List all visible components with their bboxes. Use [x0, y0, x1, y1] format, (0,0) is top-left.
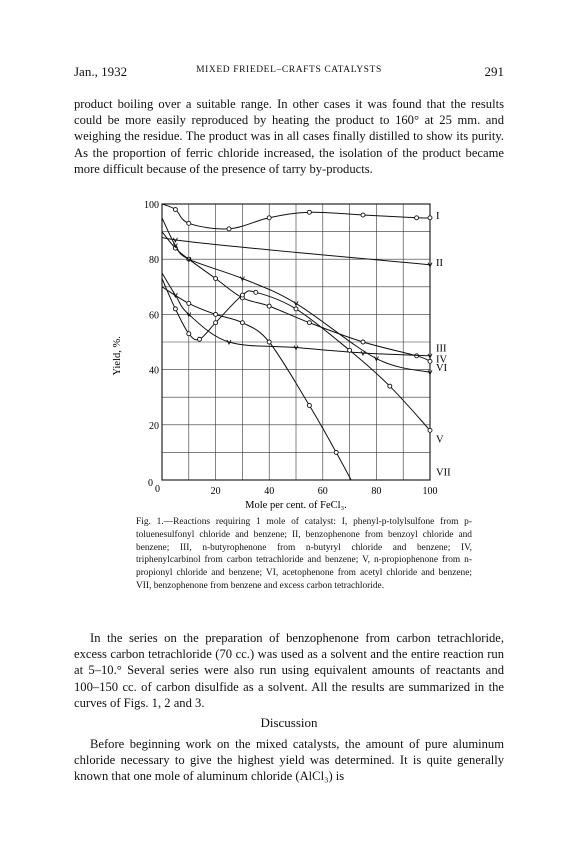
- y-tick-label: 100: [144, 200, 159, 211]
- curve-label: III: [436, 343, 447, 355]
- data-point: [267, 340, 271, 344]
- data-point: [415, 216, 419, 220]
- data-point: [267, 304, 271, 308]
- curve-label: I: [436, 211, 440, 223]
- curve-label: IV: [436, 354, 448, 366]
- data-point: [361, 340, 365, 344]
- figure-1-chart: [100, 194, 500, 512]
- data-point: [348, 348, 352, 352]
- y-axis-label: Yield, %.: [112, 336, 123, 376]
- chart-svg: [100, 194, 500, 512]
- running-header: [74, 64, 504, 82]
- data-point: [361, 213, 365, 217]
- data-point: [428, 428, 432, 432]
- data-point: [187, 332, 191, 336]
- data-point: [227, 227, 231, 231]
- x-axis-label: Mole per cent. of FeCl₃.: [245, 500, 347, 511]
- data-point: [334, 450, 338, 454]
- data-point: [173, 307, 177, 311]
- series-line: [162, 287, 363, 502]
- origin-y-label: 0: [148, 478, 153, 489]
- header-title: MIXED FRIEDEL–CRAFTS CATALYSTS: [196, 65, 382, 75]
- data-point: [428, 216, 432, 220]
- section-heading: Discussion: [260, 715, 318, 730]
- y-tick-label: 60: [149, 310, 159, 322]
- x-tick-label: 80: [371, 486, 382, 497]
- data-point: [294, 307, 298, 311]
- figure-caption: [136, 516, 472, 593]
- data-point: [187, 221, 191, 225]
- data-point: [307, 210, 311, 214]
- data-point: [187, 301, 191, 305]
- y-tick-label: 20: [149, 420, 159, 432]
- data-point: [240, 321, 244, 325]
- data-point: [173, 208, 177, 212]
- data-point: [198, 337, 202, 341]
- curve-label: VI: [436, 362, 448, 374]
- data-point: [307, 403, 311, 407]
- data-point: [307, 321, 311, 325]
- x-tick-label: 40: [264, 486, 275, 497]
- data-point: [214, 277, 218, 281]
- data-point: [214, 321, 218, 325]
- data-point: [388, 384, 392, 388]
- header-date: Jan., 1932: [74, 64, 128, 79]
- paragraph-2: In the series on the preparation of benzophenone from carbon tetrachloride, excess carbon tetrachloride (70 cc.) was used as a solvent and the entire reaction run at 5–10.° Several series were also run using equivalent amounts of reactants and 100–150 cc. of carbon disulfide as a solvent. All the results are summarized in the curves of Figs. 1, 2 and 3.: [74, 631, 504, 710]
- caption-text: I, phenyl-p-tolylsulfone from p-toluenesulfonyl chloride and benzene; II, benzophenone from benzoyl chloride and benzene; III, n-butyrophenone from n-butyryl chloride and benzene; IV, triphenylcarbinol from carbon tetrachloride and benzene; V, n-propiophenone from n-propionyl chloride and benzene; VI, acetophenone from acetyl chloride and benzene; VII, benzophenone from benzene and excess carbon tetrachloride.: [136, 517, 472, 591]
- curve-label: V: [436, 434, 444, 446]
- curve-label: II: [436, 257, 443, 269]
- curve-label: VII: [436, 467, 451, 479]
- page-number: 291: [484, 64, 504, 79]
- data-point: [267, 216, 271, 220]
- data-point: [428, 359, 432, 363]
- x-tick-label: 20: [210, 486, 221, 497]
- data-point: [240, 293, 244, 297]
- paragraph-3: Before beginning work on the mixed catalysts, the amount of pure aluminum chloride necessary to give the highest yield was determined. It is quite generally known that one mole of aluminum chloride (AlCl₃) is: [74, 737, 504, 784]
- paragraph-1: product boiling over a suitable range. In other cases it was found that the results could be more easily reproduced by heating the product to 160° at 25 mm. and weighing the residue. The product was in all cases finally distilled to show its purity. As the proportion of ferric chloride increased, the isolation of the product became more difficult because of the presence of tarry by-products.: [74, 97, 504, 176]
- origin-x-label: 0: [155, 484, 160, 495]
- x-tick-label: 60: [317, 486, 328, 497]
- y-tick-label: 80: [149, 255, 159, 267]
- data-point: [214, 312, 218, 316]
- x-tick-label: 100: [422, 486, 438, 497]
- data-point: [254, 290, 258, 294]
- y-tick-label: 40: [149, 365, 159, 377]
- caption-title: Fig. 1.—Reactions requiring 1 mole of catalyst:: [136, 517, 336, 527]
